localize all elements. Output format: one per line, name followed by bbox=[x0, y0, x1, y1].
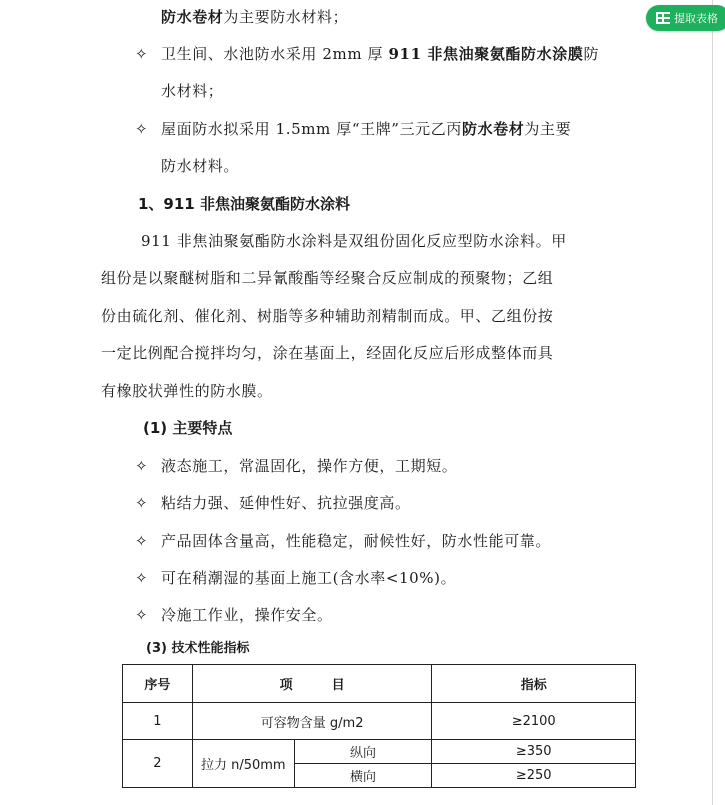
bullet-line-2-post: 防 bbox=[583, 45, 600, 63]
bullet-line-5-pre: 防水材料。 bbox=[161, 157, 240, 175]
bullet-line-4 bbox=[161, 118, 571, 140]
feature-item: 可在稍潮湿的基面上施工(含水率<10%)。 bbox=[161, 569, 457, 587]
spec-table bbox=[122, 664, 636, 788]
paragraph-line: 份由硫化剂、催化剂、树脂等多种辅助剂精制而成。甲、乙组份按 bbox=[101, 307, 554, 325]
header-value: 指标 bbox=[432, 665, 636, 703]
table-row bbox=[123, 703, 636, 740]
bullet-line-3-pre: 水材料； bbox=[161, 82, 224, 100]
bullet-line-4-pre: 屋面防水拟采用 1.5mm 厚“王牌”三元乙丙 bbox=[161, 120, 462, 138]
bullet-line-2-bold: 911 非焦油聚氨酯防水涂膜 bbox=[388, 45, 584, 63]
bullet-line-2-pre: 卫生间、水池防水采用 2mm 厚 bbox=[161, 45, 389, 63]
specs-title: (3) 技术性能指标 bbox=[146, 641, 250, 656]
cell-no: 2 bbox=[123, 740, 193, 788]
cell-direction: 横向 bbox=[294, 764, 432, 788]
bullet-diamond-icon: ✧ bbox=[135, 606, 148, 624]
bullet-line-4-bold: 防水卷材 bbox=[461, 120, 525, 138]
bullet-line-1 bbox=[161, 6, 348, 28]
bullet-diamond-icon: ✧ bbox=[135, 120, 148, 138]
feature-item: 冷施工作业，操作安全。 bbox=[161, 606, 333, 624]
cell-no: 1 bbox=[123, 703, 193, 740]
cell-value: ≥2100 bbox=[432, 703, 636, 740]
bullet-diamond-icon: ✧ bbox=[135, 457, 148, 475]
bullet-line-1-post: 为主要防水材料； bbox=[223, 8, 349, 26]
extract-table-button[interactable] bbox=[646, 5, 725, 31]
feature-item: 粘结力强、延伸性好、抗拉强度高。 bbox=[161, 494, 411, 512]
paragraph-line: 一定比例配合搅拌均匀，涂在基面上，经固化反应后形成整体而具 bbox=[101, 344, 554, 362]
cell-item: 可容物含量 g/m2 bbox=[192, 703, 432, 740]
cell-value: ≥250 bbox=[432, 764, 636, 788]
bullet-line-5 bbox=[161, 155, 239, 177]
bullet-diamond-icon: ✧ bbox=[135, 494, 148, 512]
bullet-line-2 bbox=[161, 43, 599, 65]
bullet-diamond-icon: ✧ bbox=[135, 569, 148, 587]
header-item: 项 目 bbox=[192, 665, 432, 703]
cell-item: 拉力 n/50mm bbox=[192, 740, 294, 788]
cell-direction: 纵向 bbox=[294, 740, 432, 764]
header-no: 序号 bbox=[123, 665, 193, 703]
bullet-diamond-icon: ✧ bbox=[135, 532, 148, 550]
table-row bbox=[123, 740, 636, 764]
feature-item: 液态施工，常温固化，操作方便，工期短。 bbox=[161, 457, 458, 475]
paragraph-line: 组份是以聚醚树脂和二异氰酸酯等经聚合反应制成的预聚物；乙组 bbox=[101, 269, 554, 287]
bullet-line-4-post: 为主要 bbox=[524, 120, 572, 138]
cell-value: ≥350 bbox=[432, 740, 636, 764]
extract-table-label: 提取表格 bbox=[674, 12, 718, 25]
feature-item: 产品固体含量高，性能稳定，耐候性好，防水性能可靠。 bbox=[161, 532, 552, 550]
paragraph-line: 有橡胶状弹性的防水膜。 bbox=[101, 382, 273, 400]
page-edge bbox=[712, 0, 713, 805]
paragraph-line: 911 非焦油聚氨酯防水涂料是双组份固化反应型防水涂料。甲 bbox=[141, 232, 567, 250]
bullet-line-3 bbox=[161, 80, 223, 102]
features-title: (1) 主要特点 bbox=[143, 419, 233, 437]
table-header-row bbox=[123, 665, 636, 703]
section-title: 1、911 非焦油聚氨酯防水涂料 bbox=[138, 195, 350, 213]
bullet-diamond-icon: ✧ bbox=[135, 45, 148, 63]
bullet-line-1-bold: 防水卷材 bbox=[161, 8, 224, 26]
table-icon bbox=[656, 12, 670, 24]
